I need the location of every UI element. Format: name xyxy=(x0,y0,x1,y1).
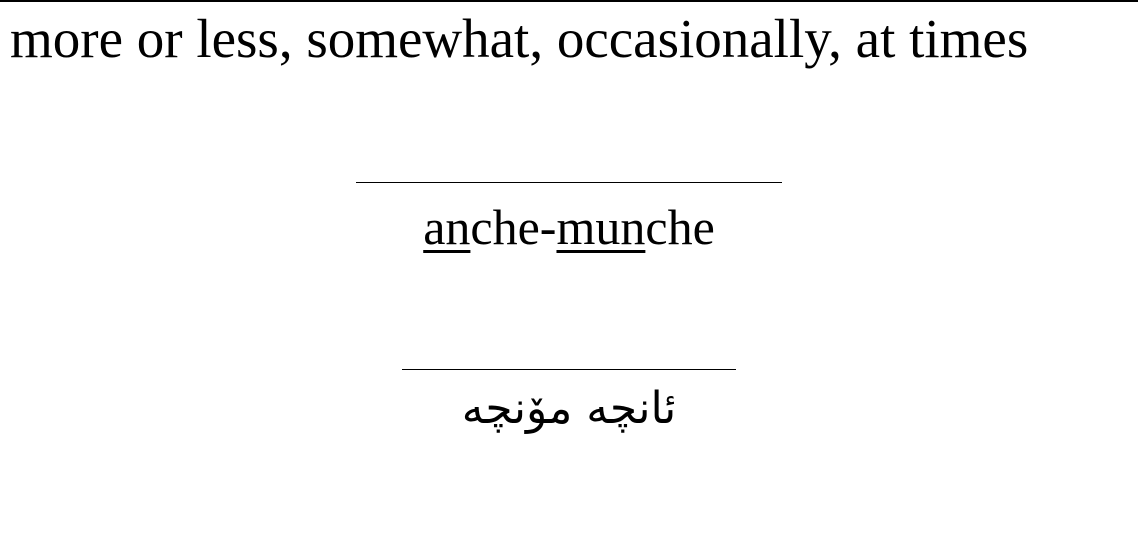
romanized-segment: che xyxy=(645,199,715,255)
romanized-segment: che- xyxy=(470,199,557,255)
romanized-segment-stressed: mun xyxy=(556,199,646,255)
romanized-word xyxy=(423,197,715,257)
romanized-segment-stressed: an xyxy=(423,199,471,255)
top-divider xyxy=(0,0,1138,2)
native-script-word: ئانچه‌ مۆنچه xyxy=(461,383,677,434)
romanization-block xyxy=(356,182,782,257)
native-script-block xyxy=(402,369,736,440)
definition-text: more or less, somewhat, occasionally, at times xyxy=(10,8,1029,69)
